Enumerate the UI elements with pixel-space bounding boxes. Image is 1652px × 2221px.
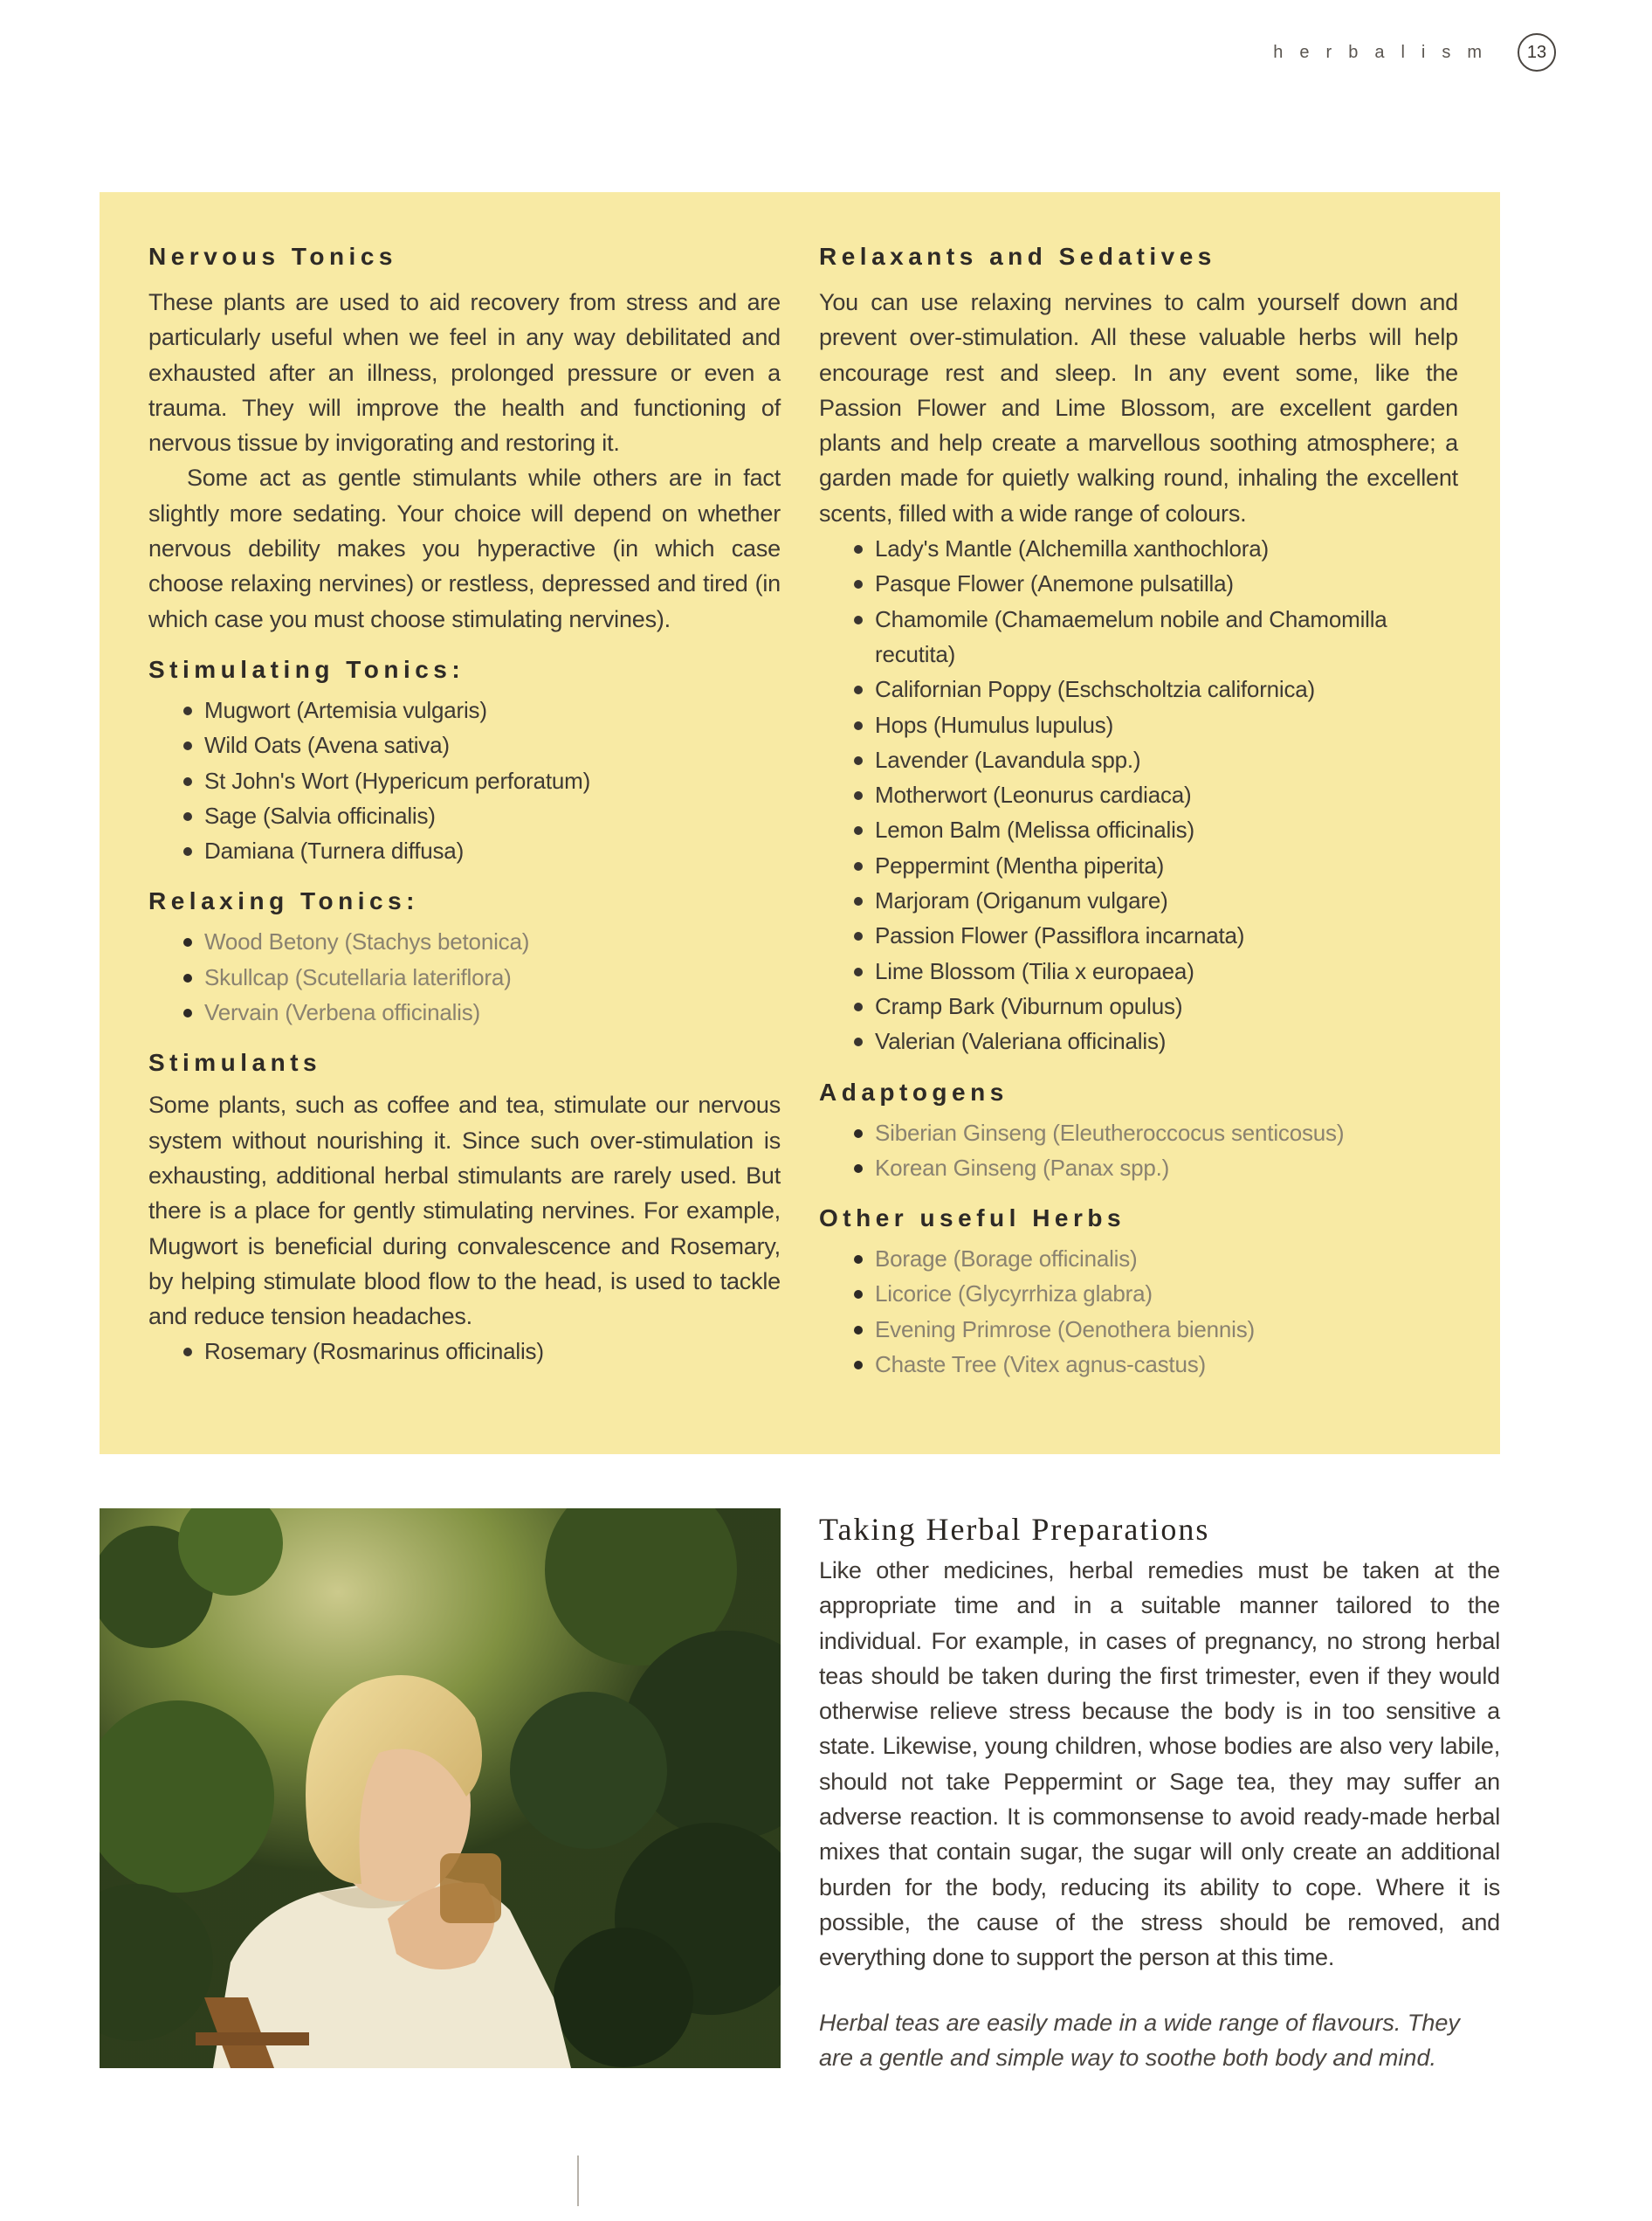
adaptogens-list [819, 1115, 1458, 1186]
nervous-tonics-para-2: Some act as gentle stimulants while others are in fact slightly more sedating. Your choice will depend on whether nervous debility makes you hyperactive (in which case choose relaxing nervines) or restless, depressed and tired (in which case you must choose stimulating nervines). [148, 465, 781, 632]
list-item: Evening Primrose (Oenothera biennis) [854, 1312, 1458, 1347]
list-item: Licorice (Glycyrrhiza glabra) [854, 1276, 1458, 1311]
bullet-icon [183, 1348, 192, 1356]
relaxing-tonics-heading: Relaxing Tonics: [148, 887, 419, 915]
bullet-icon [854, 1326, 863, 1335]
list-item: Californian Poppy (Eschscholtzia californica) [854, 672, 1458, 707]
left-column [148, 243, 781, 1369]
tea-photo [100, 1508, 781, 2068]
bullet-icon [854, 826, 863, 835]
list-item: Motherwort (Leonurus cardiaca) [854, 777, 1458, 812]
relaxing-tonics-list [148, 924, 781, 1030]
preparations-heading: Taking Herbal Preparations [819, 1512, 1210, 1547]
list-item: Marjoram (Origanum vulgare) [854, 883, 1458, 918]
bullet-icon [183, 974, 192, 983]
bullet-icon [183, 847, 192, 856]
bullet-icon [854, 1129, 863, 1138]
nervous-tonics-para-1: These plants are used to aid recovery from stress and are particularly useful when we feel in any way debilitated and exhausted after an illness, prolonged pressure or even a trauma. They will improve the health and functioning of nervous tissue by invigorating and restoring it. [148, 289, 781, 457]
list-item: Hops (Humulus lupulus) [854, 707, 1458, 742]
list-item: Skullcap (Scutellaria lateriflora) [183, 960, 781, 995]
bullet-icon [183, 1009, 192, 1017]
bullet-icon [854, 1361, 863, 1369]
list-item: Cramp Bark (Viburnum opulus) [854, 989, 1458, 1024]
nervous-tonics-heading: Nervous Tonics [148, 243, 397, 270]
list-item: Korean Ginseng (Panax spp.) [854, 1150, 1458, 1185]
bullet-icon [854, 580, 863, 589]
list-item: Sage (Salvia officinalis) [183, 798, 781, 833]
bullet-icon [854, 791, 863, 800]
bullet-icon [854, 545, 863, 554]
bullet-icon [854, 1290, 863, 1299]
stimulants-list [148, 1334, 781, 1369]
list-item: Wood Betony (Stachys betonica) [183, 924, 781, 959]
list-item: Siberian Ginseng (Eleutheroccocus senticosus) [854, 1115, 1458, 1150]
relaxants-heading: Relaxants and Sedatives [819, 243, 1216, 270]
stimulating-tonics-heading: Stimulating Tonics: [148, 655, 465, 683]
list-item: Damiana (Turnera diffusa) [183, 833, 781, 868]
list-item: Lime Blossom (Tilia x europaea) [854, 954, 1458, 989]
preparations-section [819, 1511, 1500, 1976]
bullet-icon [854, 932, 863, 941]
bullet-icon [854, 721, 863, 730]
bullet-icon [854, 686, 863, 694]
list-item: Vervain (Verbena officinalis) [183, 995, 781, 1030]
list-item: Chamomile (Chamaemelum nobile and Chamomilla recutita) [854, 602, 1458, 673]
relaxants-list [819, 531, 1458, 1059]
list-item: Wild Oats (Avena sativa) [183, 728, 781, 762]
woman-drinking-tea-image [100, 1508, 781, 2068]
bullet-icon [854, 756, 863, 765]
preparations-para: Like other medicines, herbal remedies must be taken at the appropriate time and in a suitable manner tailored to the individual. For example, in cases of pregnancy, no strong herbal teas should be taken during the first trimester, even if they would otherwise relieve stress because the body is in too sensitive a state. Likewise, young children, whose bodies are also very labile, should not take Peppermint or Sage tea, they may suffer an adverse reaction. It is commonsense to avoid ready-made herbal mixes that contain sugar, the sugar will only create an additional burden for the body, reducing its ability to cope. Where it is possible, the cause of the stress should be removed, and everything done to support the person at this time. [819, 1557, 1500, 1971]
stimulating-tonics-list [148, 693, 781, 868]
bullet-icon [183, 707, 192, 715]
list-item: Pasque Flower (Anemone pulsatilla) [854, 566, 1458, 601]
other-herbs-list [819, 1241, 1458, 1382]
list-item: Lavender (Lavandula spp.) [854, 742, 1458, 777]
relaxants-para: You can use relaxing nervines to calm yourself down and prevent over-stimulation. All these valuable herbs will help encourage rest and sleep. In any event some, like the Passion Flower and Lime Blossom, are excellent garden plants and help create a marvellous soothing atmosphere; a garden made for quietly walking round, inhaling the excellent scents, filled with a wide range of colours. [819, 289, 1458, 527]
bullet-icon [183, 938, 192, 947]
list-item: Peppermint (Mentha piperita) [854, 848, 1458, 883]
bullet-icon [854, 1255, 863, 1264]
list-item: Rosemary (Rosmarinus officinalis) [183, 1334, 781, 1369]
bullet-icon [854, 616, 863, 624]
running-head-title: herbalism [1273, 42, 1498, 62]
list-item: Lemon Balm (Melissa officinalis) [854, 812, 1458, 847]
list-item: Mugwort (Artemisia vulgaris) [183, 693, 781, 728]
list-item: St John's Wort (Hypericum perforatum) [183, 763, 781, 798]
list-item: Valerian (Valeriana officinalis) [854, 1024, 1458, 1059]
running-head [1273, 33, 1556, 72]
bullet-icon [854, 1164, 863, 1173]
bullet-icon [854, 968, 863, 976]
right-column [819, 243, 1458, 1382]
other-herbs-heading: Other useful Herbs [819, 1204, 1126, 1232]
bullet-icon [183, 741, 192, 750]
photo-caption: Herbal teas are easily made in a wide range of flavours. They are a gentle and simple way to soothe both body and mind. [819, 2010, 1460, 2071]
bullet-icon [854, 897, 863, 906]
page-number: 13 [1518, 33, 1556, 72]
stimulants-para: Some plants, such as coffee and tea, stimulate our nervous system without nourishing it. Since such over-stimulation is exhausting, additional herbal stimulants are rarely used. But there is a place for gently stimulating nervines. For example, Mugwort is beneficial during convalescence and Rosemary, by helping stimulate blood flow to the head, is used to tackle and reduce tension headaches. [148, 1092, 781, 1330]
fold-mark [577, 2155, 579, 2206]
bullet-icon [183, 812, 192, 821]
stimulants-heading: Stimulants [148, 1049, 322, 1077]
bullet-icon [183, 777, 192, 786]
list-item: Passion Flower (Passiflora incarnata) [854, 918, 1458, 953]
bullet-icon [854, 1038, 863, 1046]
bullet-icon [854, 1003, 863, 1011]
list-item: Borage (Borage officinalis) [854, 1241, 1458, 1276]
list-item: Chaste Tree (Vitex agnus-castus) [854, 1347, 1458, 1382]
bullet-icon [854, 862, 863, 871]
list-item: Lady's Mantle (Alchemilla xanthochlora) [854, 531, 1458, 566]
adaptogens-heading: Adaptogens [819, 1078, 1008, 1106]
